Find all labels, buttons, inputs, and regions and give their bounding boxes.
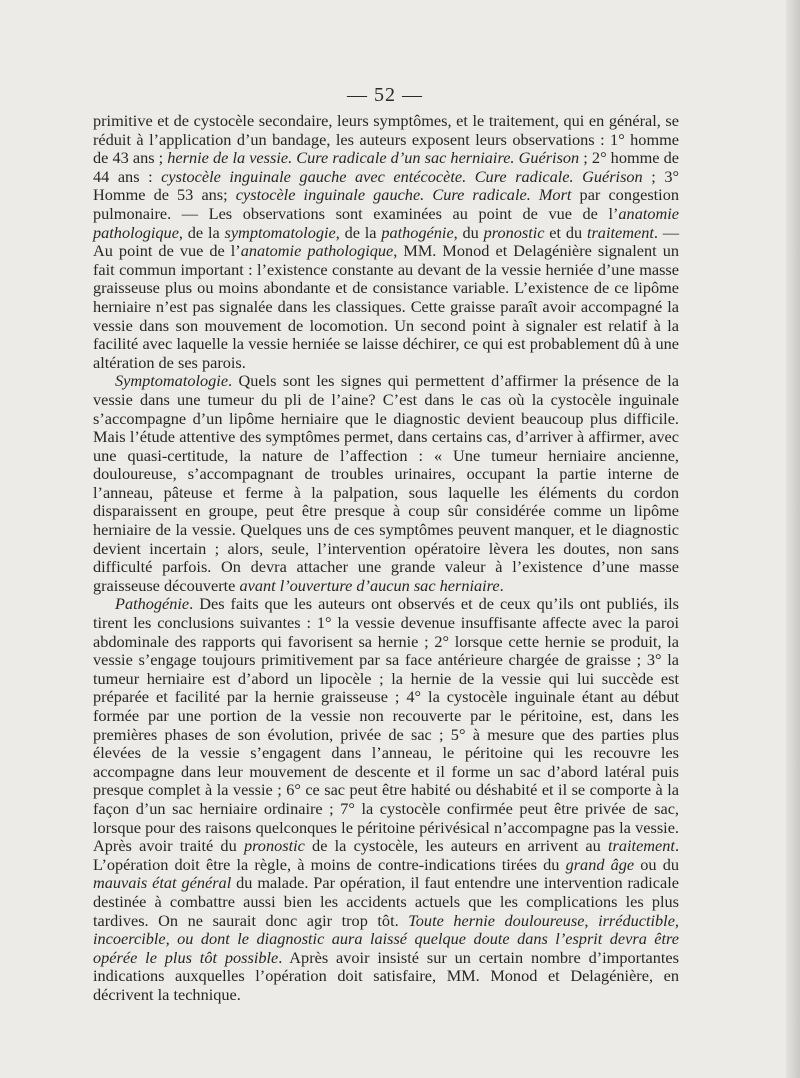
text-run: , MM. Monod et Delagénière signalent un fait commun important : l’existence constante au devant de la vessie herniée d’une masse graisseuse plus ou moins abondante et de consistance variable. L’existence de ce lipôme herniaire n’est pas signalée dans les classiques. Cette graisse paraît avoir accompagné la vessie dans son mouvement de locomotion. Un second point à signaler est relatif à la facilité avec laquelle la vessie herniée se laisse déchirer, ce qui est probablement dû à une altération de ses parois. [93, 241, 679, 372]
text-run: . [499, 575, 504, 595]
body-text [93, 112, 679, 1005]
italic-text: avant l’ouverture d’aucun sac herniaire [239, 575, 500, 595]
text-run: , du [453, 222, 484, 242]
italic-text: pathogénie [381, 222, 454, 242]
text-run: primitive et de cystocèle secondaire, leurs symptômes, et le traitement, qui en général, se réduit à l’application d’un bandage, les auteurs exposent leurs observations : 1° homme de 43 ans ; [93, 111, 679, 168]
text-run: du malade. Par opération, il faut entendre une intervention radicale destinée à combattre aussi bien les accidents actuels que les complications les plus tardives. On ne saurait donc agir trop tôt. [93, 873, 679, 930]
italic-text: symptomatologie [224, 222, 336, 242]
text-run: . Quels sont les signes qui permettent d’affirmer la présence de la vessie dans une tumeur du pli de l’aine? C’est dans le cas où la cystocèle inguinale s’accompagne d’un lipôme herniaire que le diagnostic devient beaucoup plus difficile. Mais l’étude attentive des symptômes permet, dans certains cas, d’arriver à affirmer, avec une quasi-certitude, la nature de l’affection : « Une tumeur herniaire ancienne, douloureuse, s’accompagnant de troubles urinaires, occupant la partie interne de l’anneau, pâteuse et ferme à la palpation, sous laquelle les éléments du cordon disparaissent en groupe, peut être presque à coup sûr considérée comme un lipôme herniaire de la vessie. Quelques uns de ces symptômes peuvent manquer, et le diagnostic devient incertain ; alors, seule, l’intervention opératoire lèvera les doutes, non sans difficulté parfois. On devra attacher une grande valeur à l’existence d’une masse graisseuse découverte [93, 371, 679, 595]
text-run: ; 3° Homme de 53 ans; [93, 166, 679, 205]
text-run: . Des faits que les auteurs ont observés et de ceux qu’ils ont publiés, ils tirent les conclusions suivantes : 1° la vessie devenue insuffisante affecte avec la paroi abdominale des rapports qui favorisent sa hernie ; 2° lorsque cette hernie se produit, la vessie s’engage toujours primitivement par sa face antérieure chargée de graisse ; 3° la tumeur herniaire est d’abord un lipocèle ; la hernie de la vessie qui lui succède est préparée et facilité par la hernie graisseuse ; 4° la cystocèle inguinale étant au début formée par une portion de la vessie non recouverte par le péritoine, est, dans les premières phases de son évolution, privée de sac ; 5° à mesure que des parties plus élevées de la vessie s’engagent dans l’anneau, le péritoine qui les recouvre les accompagne dans leur mouvement de descente et il forme un sac d’abord latéral puis presque complet à la vessie ; 6° ce sac peut être habité ou déshabité et il se comporte à la façon d’un sac herniaire ordinaire ; 7° la cystocèle confirmée peut être privée de sac, lorsque pour des raisons quelconques le péritoine périvésical n’accompagne pas la vessie. Après avoir traité du [93, 594, 679, 856]
italic-text: cystocèle inguinale gauche. Cure radicale. Mort [235, 185, 572, 205]
text-run: de la cystocèle, les auteurs en arrivent au [304, 836, 609, 856]
text-run: par congestion pulmonaire. — Les observations sont examinées au point de vue de l’ [93, 185, 679, 223]
italic-text: hernie de la vessie. Cure radicale d’un sac herniaire. Guérison [167, 148, 580, 168]
paragraph-p3 [93, 595, 679, 1004]
italic-text: Symptomatologie [115, 371, 229, 391]
italic-text: Toute hernie douloureuse, irréductible, incoercible, ou dont le diagnostic aura laissé quelque doute dans l’esprit devra être opérée le plus tôt possible [93, 910, 680, 967]
paragraph-p2 [93, 372, 679, 595]
text-run: ; 2° homme de 44 ans : [93, 148, 679, 186]
text-run: , de la [178, 222, 225, 242]
italic-text: traitement [586, 222, 654, 242]
italic-text: pronostic [243, 836, 305, 856]
text-run: . — Au point de vue de l’ [93, 222, 680, 261]
page-number: — 52 — [347, 84, 423, 106]
italic-text: anatomie pathologique [93, 203, 679, 242]
paragraph-p1 [93, 112, 679, 372]
italic-text: anatomie pathologique [240, 241, 394, 261]
italic-text: mauvais état général [93, 873, 232, 893]
italic-text: cystocèle inguinale gauche avec entécocète. Cure radicale. Guérison [161, 166, 643, 186]
text-run: ou du [634, 854, 680, 874]
page-edge-shadow [786, 0, 800, 1078]
text-run: . Après avoir insisté sur un certain nombre d’importantes indications auxquelles l’opération doit satisfaire, MM. Monod et Delagénière, en décrivent la technique. [93, 947, 679, 1004]
text-run: , de la [335, 222, 382, 242]
text-run: et du [544, 222, 587, 242]
italic-text: grand âge [565, 854, 635, 874]
italic-text: traitement [608, 836, 675, 856]
italic-text: pronostic [483, 222, 545, 242]
italic-text: Pathogénie [115, 594, 190, 614]
text-run: . L’opération doit être la règle, à moins de contre-indications tirées du [93, 836, 680, 874]
